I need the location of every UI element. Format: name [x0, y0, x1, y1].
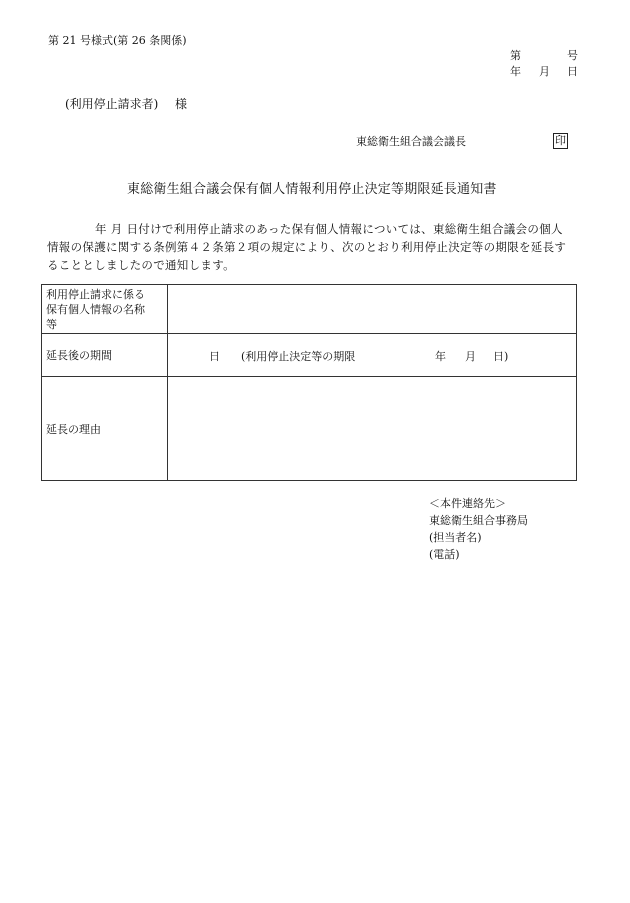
- document-title: 東総衛生組合議会保有個人情報利用停止決定等期限延長通知書: [127, 182, 497, 197]
- contact-block: [429, 495, 528, 563]
- notice-table: [41, 284, 577, 481]
- value-extended-period[interactable]: [168, 334, 577, 377]
- label-extended-period: 延長後の期間: [42, 334, 168, 377]
- contact-heading: ＜本件連絡先＞: [429, 497, 506, 510]
- date-year: 年: [510, 65, 521, 78]
- date-day: 日: [567, 65, 578, 78]
- label-reason: 延長の理由: [42, 377, 168, 481]
- contact-person: (担当者名): [429, 531, 482, 544]
- period-day-close: 日): [493, 350, 509, 363]
- table-row-name: [42, 285, 577, 334]
- body-line-3: ることとしましたので通知します。: [47, 258, 235, 272]
- body-paragraph: [47, 220, 583, 274]
- period-day: 日: [209, 350, 220, 363]
- seal-mark: 印: [555, 134, 566, 147]
- recipient-honorific: 様: [175, 97, 188, 111]
- sender-name: 東総衛生組合議会議長: [356, 135, 466, 148]
- form-number: 第 21 号様式(第 26 条関係): [48, 34, 187, 47]
- date-month: 月: [539, 65, 550, 78]
- label-info-name: [42, 285, 168, 334]
- recipient-name: (利用停止請求者): [65, 97, 159, 111]
- doc-number-dai: 第: [510, 49, 521, 62]
- doc-number-go: 号: [567, 49, 578, 62]
- body-line-1: 年 月 日付けで利用停止請求のあった保有個人情報については、東総衛生組合議会の個人: [95, 222, 563, 236]
- period-month: 月: [465, 350, 476, 363]
- table-row-reason: [42, 377, 577, 481]
- period-note: (利用停止決定等の期限: [241, 350, 356, 363]
- contact-office: 東総衛生組合事務局: [429, 514, 528, 527]
- value-info-name[interactable]: [168, 285, 577, 334]
- contact-phone: (電話): [429, 548, 460, 561]
- period-year: 年: [435, 350, 446, 363]
- value-reason[interactable]: [168, 377, 577, 481]
- table-row-period: [42, 334, 577, 377]
- label-info-name-line1: 利用停止請求に係る: [46, 287, 145, 301]
- label-info-name-line3: 等: [46, 317, 57, 331]
- label-info-name-line2: 保有個人情報の名称: [46, 302, 145, 316]
- body-line-2: 情報の保護に関する条例第４２条第２項の規定により、次のとおり利用停止決定等の期限を延長す: [47, 240, 567, 254]
